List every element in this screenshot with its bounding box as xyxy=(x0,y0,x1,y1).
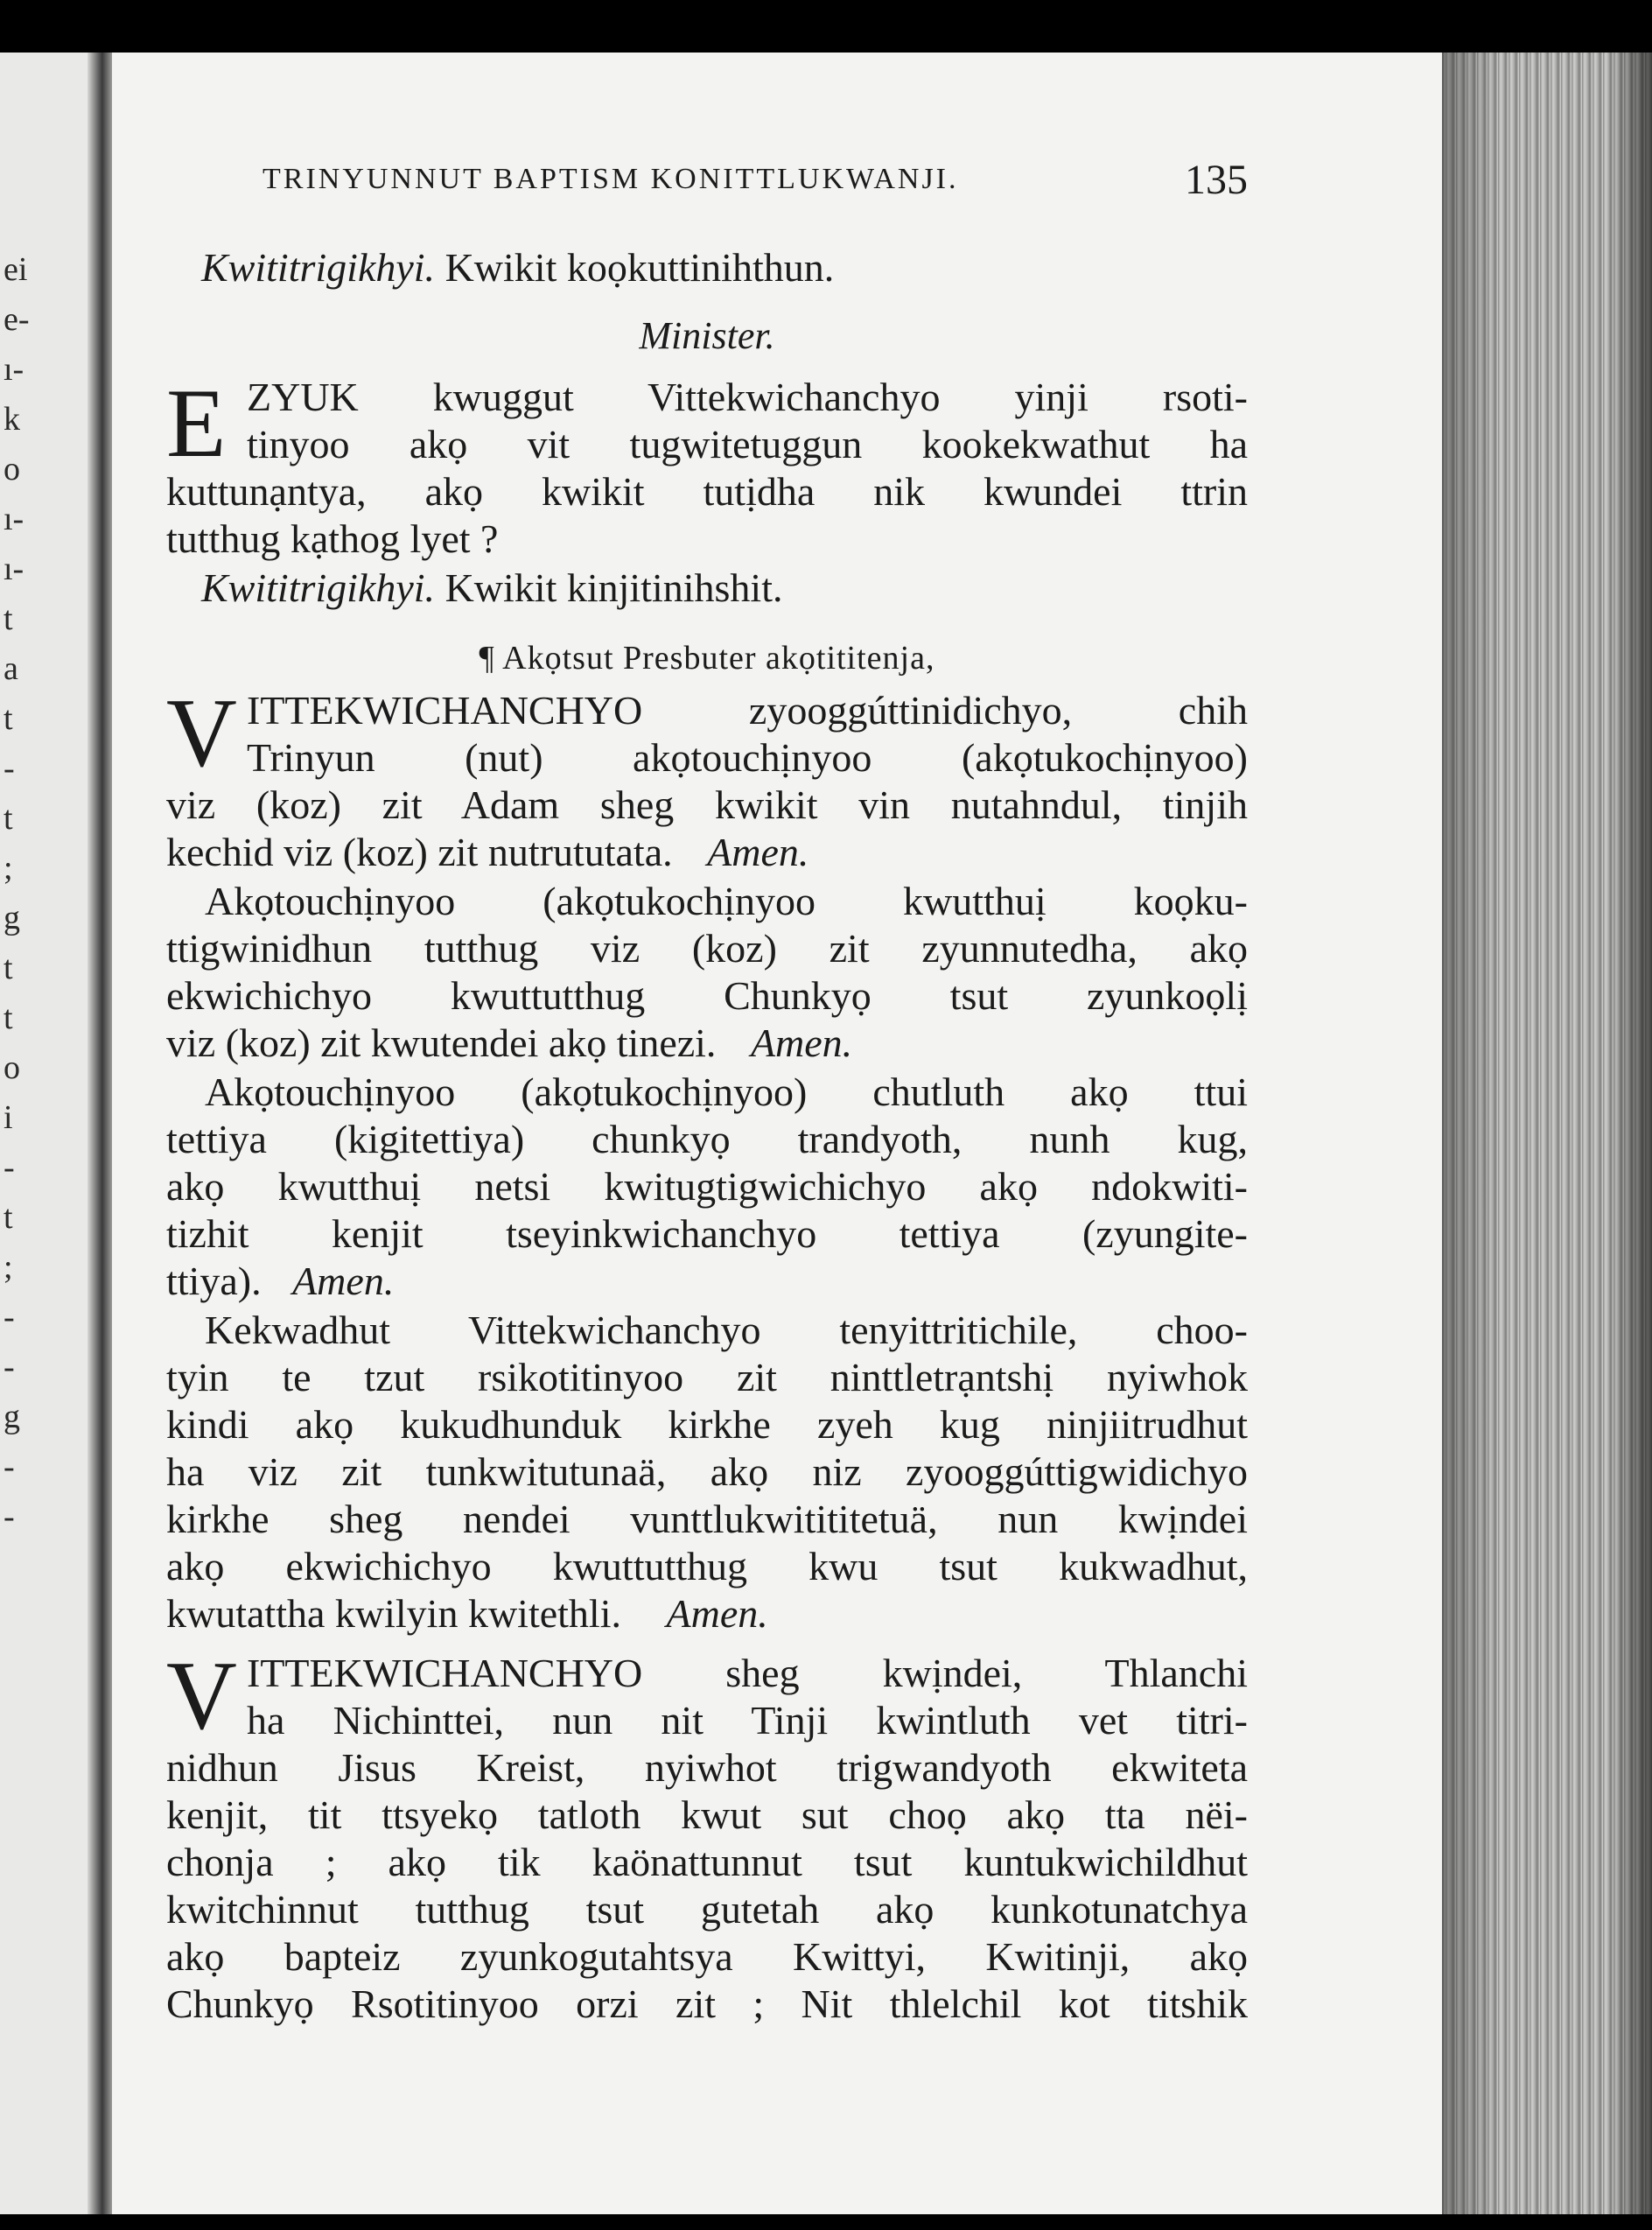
facing-page-fragment: - xyxy=(4,1299,15,1336)
prayer4-line-7-text: kwutattha kwilyin kwitethli. xyxy=(166,1591,621,1636)
prayer4-line-6: akọ ekwichichyo kwuttutthug kwu tsut kukwadhut, xyxy=(166,1544,1248,1588)
facing-page-fragment: ı- xyxy=(4,501,24,537)
prayer4-line-4: ha viz zit tunkwitutunaä, akọ niz zyooggúttigwidichyo xyxy=(166,1449,1248,1494)
facing-page-fragment: - xyxy=(4,750,15,787)
prayer5-line-3: nidhun Jisus Kreist, nyiwhot trigwandyoth ekwiteta xyxy=(166,1745,1248,1790)
facing-page-fragment: ı- xyxy=(4,550,24,587)
facing-page-fragment: a xyxy=(4,650,18,687)
response-line-2 xyxy=(201,565,783,611)
prayer4-line-1: Kekwadhut Vittekwichanchyo tenyittritichile, choo- xyxy=(205,1308,1248,1352)
drop-cap-e: E xyxy=(166,369,227,478)
book-gutter xyxy=(88,53,112,2214)
amen-label: Amen. xyxy=(666,1591,768,1636)
prayer3-line-1: Akọtouchịnyoo (akọtukochịnyoo) chutluth akọ ttui xyxy=(205,1069,1248,1114)
response-line xyxy=(201,245,834,291)
prayer4-line-3: kindi akọ kukudhunduk kirkhe zyeh kug ninjiitrudhut xyxy=(166,1402,1248,1447)
prayer3-line-5-text: ttiya). xyxy=(166,1259,262,1303)
prayer3-line-4: tizhit kenjit tseyinkwichanchyo tettiya (zyungite- xyxy=(166,1211,1248,1256)
prayer2-line-4-text: viz (koz) zit kwutendei akọ tinezi. xyxy=(166,1020,717,1065)
prayer4-line-5: kirkhe sheg nendei vunttlukwitititetuä, nun kwịndei xyxy=(166,1497,1248,1541)
facing-page-fragment: t xyxy=(4,800,13,837)
facing-page-fragment: t xyxy=(4,950,13,986)
facing-page-fragment: - xyxy=(4,1498,15,1535)
prayer5-line-5: chonja ; akọ tik kaönattunnut tsut kuntukwichildhut xyxy=(166,1840,1248,1884)
facing-page-fragment: i xyxy=(4,1099,13,1136)
prayer5-line-4: kenjit, tit ttsyekọ tatloth kwut sut choọ akọ tta nëi- xyxy=(166,1792,1248,1837)
facing-page-fragment: ; xyxy=(4,1249,13,1286)
amen-label: Amen. xyxy=(707,830,809,874)
facing-page-fragment: t xyxy=(4,700,13,737)
facing-page-fragment: o xyxy=(4,1049,20,1086)
facing-page-fragments xyxy=(4,245,38,1542)
amen-label: Amen. xyxy=(750,1020,853,1065)
prayer2-line-1: Akọtouchịnyoo (akọtukochịnyoo kwutthuị koọku- xyxy=(205,879,1248,923)
facing-page-fragment: t xyxy=(4,600,13,637)
facing-page-fragment: o xyxy=(4,451,20,487)
prayer3-line-3: akọ kwutthuị netsi kwitugtigwichichyo akọ ndokwiti- xyxy=(166,1164,1248,1209)
prayer1-line-4 xyxy=(166,830,808,875)
facing-page-fragment: ı- xyxy=(4,351,24,388)
prayer1-line-2: Trinyun (nut) akọtouchịnyoo (akọtukochịnyoo) xyxy=(247,735,1248,780)
minister-heading: Minister. xyxy=(639,314,775,357)
prayer1-line-1: ITTEKWICHANCHYO zyooggúttinidichyo, chih xyxy=(247,688,1248,733)
prayer5-line-1: ITTEKWICHANCHYO sheg kwịndei, Thlanchi xyxy=(247,1651,1248,1695)
facing-page-fragment: t xyxy=(4,1199,13,1236)
prayer3-line-2: tettiya (kigitettiya) chunkyọ trandyoth, nunh kug, xyxy=(166,1117,1248,1161)
facing-page-fragment: t xyxy=(4,999,13,1036)
page-edges xyxy=(1435,53,1652,2214)
prayer1-line-3: viz (koz) zit Adam sheg kwikit vin nutahndul, tinjih xyxy=(166,782,1248,827)
running-head-title: TRINYUNNUT BAPTISM KONITTLUKWANJI. xyxy=(262,163,959,195)
prayer5-line-8: Chunkyọ Rsotitinyoo orzi zit ; Nit thlelchil kot titshik xyxy=(166,1981,1248,2026)
prayer2-line-3: ekwichichyo kwuttutthug Chunkyọ tsut zyunkoọlị xyxy=(166,973,1248,1018)
prayer1-line-4-text: kechid viz (koz) zit nutrututata. xyxy=(166,830,673,874)
speaker-label: Kwititrigikhyi. xyxy=(201,245,436,290)
facing-page-fragment: - xyxy=(4,1349,15,1385)
facing-page-fragment: g xyxy=(4,1399,20,1435)
response-text: Kwikit koọkuttinihthun. xyxy=(444,245,835,290)
prayer5-line-6: kwitchinnut tutthug tsut gutetah akọ kunkotunatchya xyxy=(166,1887,1248,1932)
drop-cap-v-2: V xyxy=(166,1642,237,1750)
response-text-2: Kwikit kinjitinihshit. xyxy=(444,565,783,610)
prayer5-line-7: akọ bapteiz zyunkogutahtsya Kwittyi, Kwitinji, akọ xyxy=(166,1934,1248,1979)
page-number: 135 xyxy=(1185,157,1248,203)
speaker-label-2: Kwititrigikhyi. xyxy=(201,565,436,610)
facing-page-fragment: - xyxy=(4,1448,15,1485)
facing-page-fragment: k xyxy=(4,401,20,438)
drop-cap-v: V xyxy=(166,679,237,788)
prayer4-line-2: tyin te tzut rsikotitinyoo zit ninttletrạntshị nyiwhok xyxy=(166,1355,1248,1399)
prayer2-line-2: ttigwinidhun tutthug viz (koz) zit zyunnutedha, akọ xyxy=(166,926,1248,971)
rubric-instruction: ¶ Akọtsut Presbuter akọtititenja, xyxy=(479,640,935,677)
running-head xyxy=(166,156,1248,208)
facing-page-fragment: - xyxy=(4,1149,15,1186)
prayer2-line-4 xyxy=(166,1020,852,1066)
prayer3-line-5 xyxy=(166,1259,394,1304)
question-line-1: ZYUK kwuggut Vittekwichanchyo yinji rsoti- xyxy=(247,375,1248,419)
question-line-3: kuttunạntya, akọ kwikit tutịdha nik kwundei ttrin xyxy=(166,469,1248,514)
prayer5-line-2: ha Nichinttei, nun nit Tinji kwintluth vet titri- xyxy=(247,1698,1248,1743)
question-line-2: tinyoo akọ vit tugwitetuggun kookekwathut ha xyxy=(247,422,1248,466)
facing-page-fragment: g xyxy=(4,900,20,936)
prayer4-line-7 xyxy=(166,1591,768,1637)
facing-page-fragment: ; xyxy=(4,850,13,887)
facing-page-fragment: ei xyxy=(4,251,28,288)
question-line-4: tutthug kạthog lyet ? xyxy=(166,516,499,561)
facing-page-fragment: e- xyxy=(4,301,30,338)
amen-label: Amen. xyxy=(292,1259,395,1303)
